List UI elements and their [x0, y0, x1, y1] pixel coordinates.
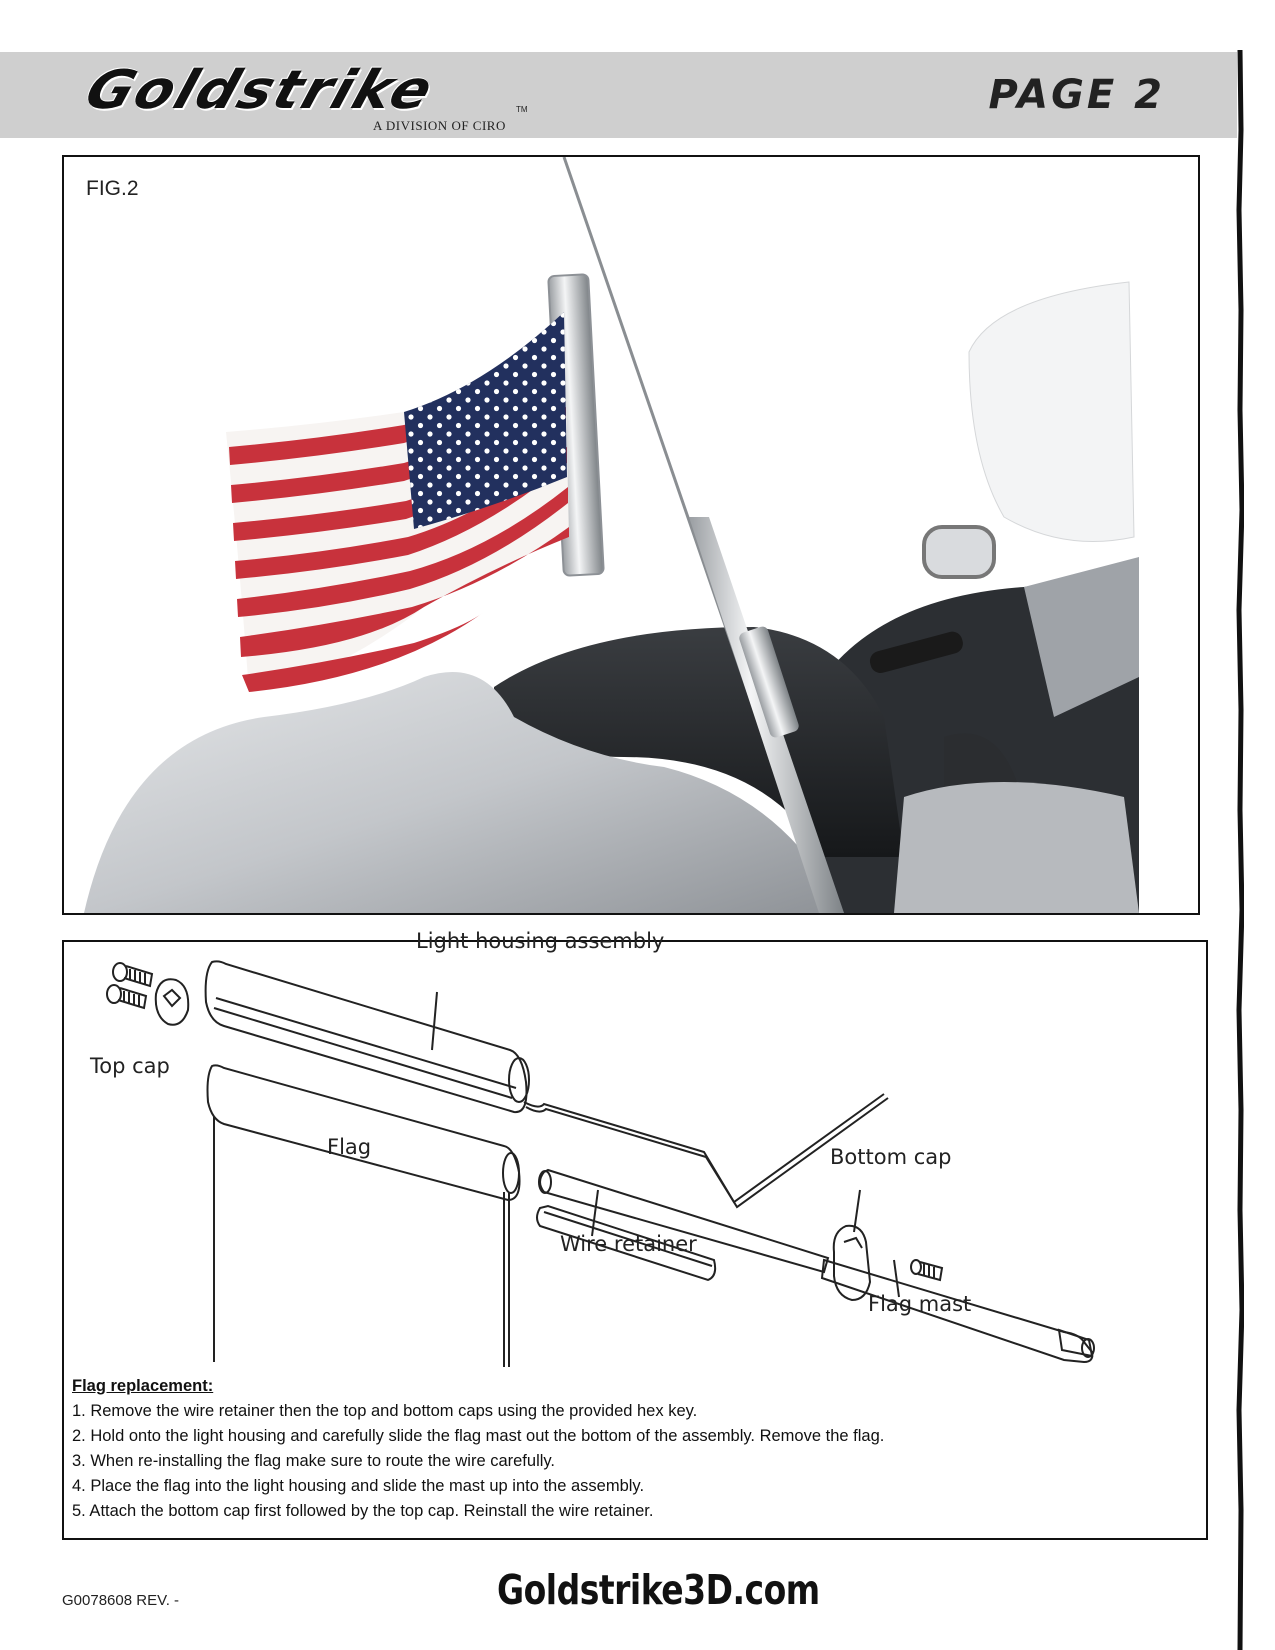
instruction-step: 3. When re-installing the flag make sure to route the wire carefully. [72, 1452, 556, 1470]
callout-flag: Flag [327, 1135, 372, 1159]
figure-2-box [62, 155, 1200, 915]
brand-logo [58, 58, 528, 134]
instruction-step: 2. Hold onto the light housing and carefully slide the flag mast out the bottom of the assembly. Remove the flag. [72, 1427, 885, 1445]
motorcycle-flag-photo [64, 157, 1198, 913]
instruction-step: 4. Place the flag into the light housing and slide the mast up into the assembly. [72, 1477, 645, 1495]
instructions-title: Flag replacement: [72, 1377, 214, 1395]
scan-edge-line [1236, 50, 1244, 1650]
flag-replacement-instructions [72, 1374, 1192, 1524]
document-code: G0078608 REV. - [62, 1592, 180, 1609]
callout-bottom-cap: Bottom cap [830, 1145, 952, 1169]
website-link[interactable]: Goldstrike3D.com [497, 1565, 820, 1614]
brand-logo-text: Goldstrike [77, 59, 442, 122]
top-cap-screws [107, 963, 152, 1008]
instruction-step: 5. Attach the bottom cap first followed by the top cap. Reinstall the wire retainer. [72, 1502, 654, 1520]
trademark-mark: TM [516, 105, 528, 114]
page-number: PAGE 2 [988, 72, 1165, 118]
callout-wire-retainer: Wire retainer [560, 1232, 697, 1256]
figure-label: FIG.2 [86, 177, 139, 200]
exploded-parts-diagram [62, 929, 1208, 1540]
instruction-step: 1. Remove the wire retainer then the top and bottom caps using the provided hex key. [72, 1402, 698, 1420]
callout-flag-mast: Flag mast [868, 1292, 972, 1316]
callout-light-housing-assembly: Light housing assembly [416, 929, 665, 953]
division-subtitle: A DIVISION OF CIRO [373, 118, 506, 133]
callout-top-cap: Top cap [90, 1054, 170, 1078]
